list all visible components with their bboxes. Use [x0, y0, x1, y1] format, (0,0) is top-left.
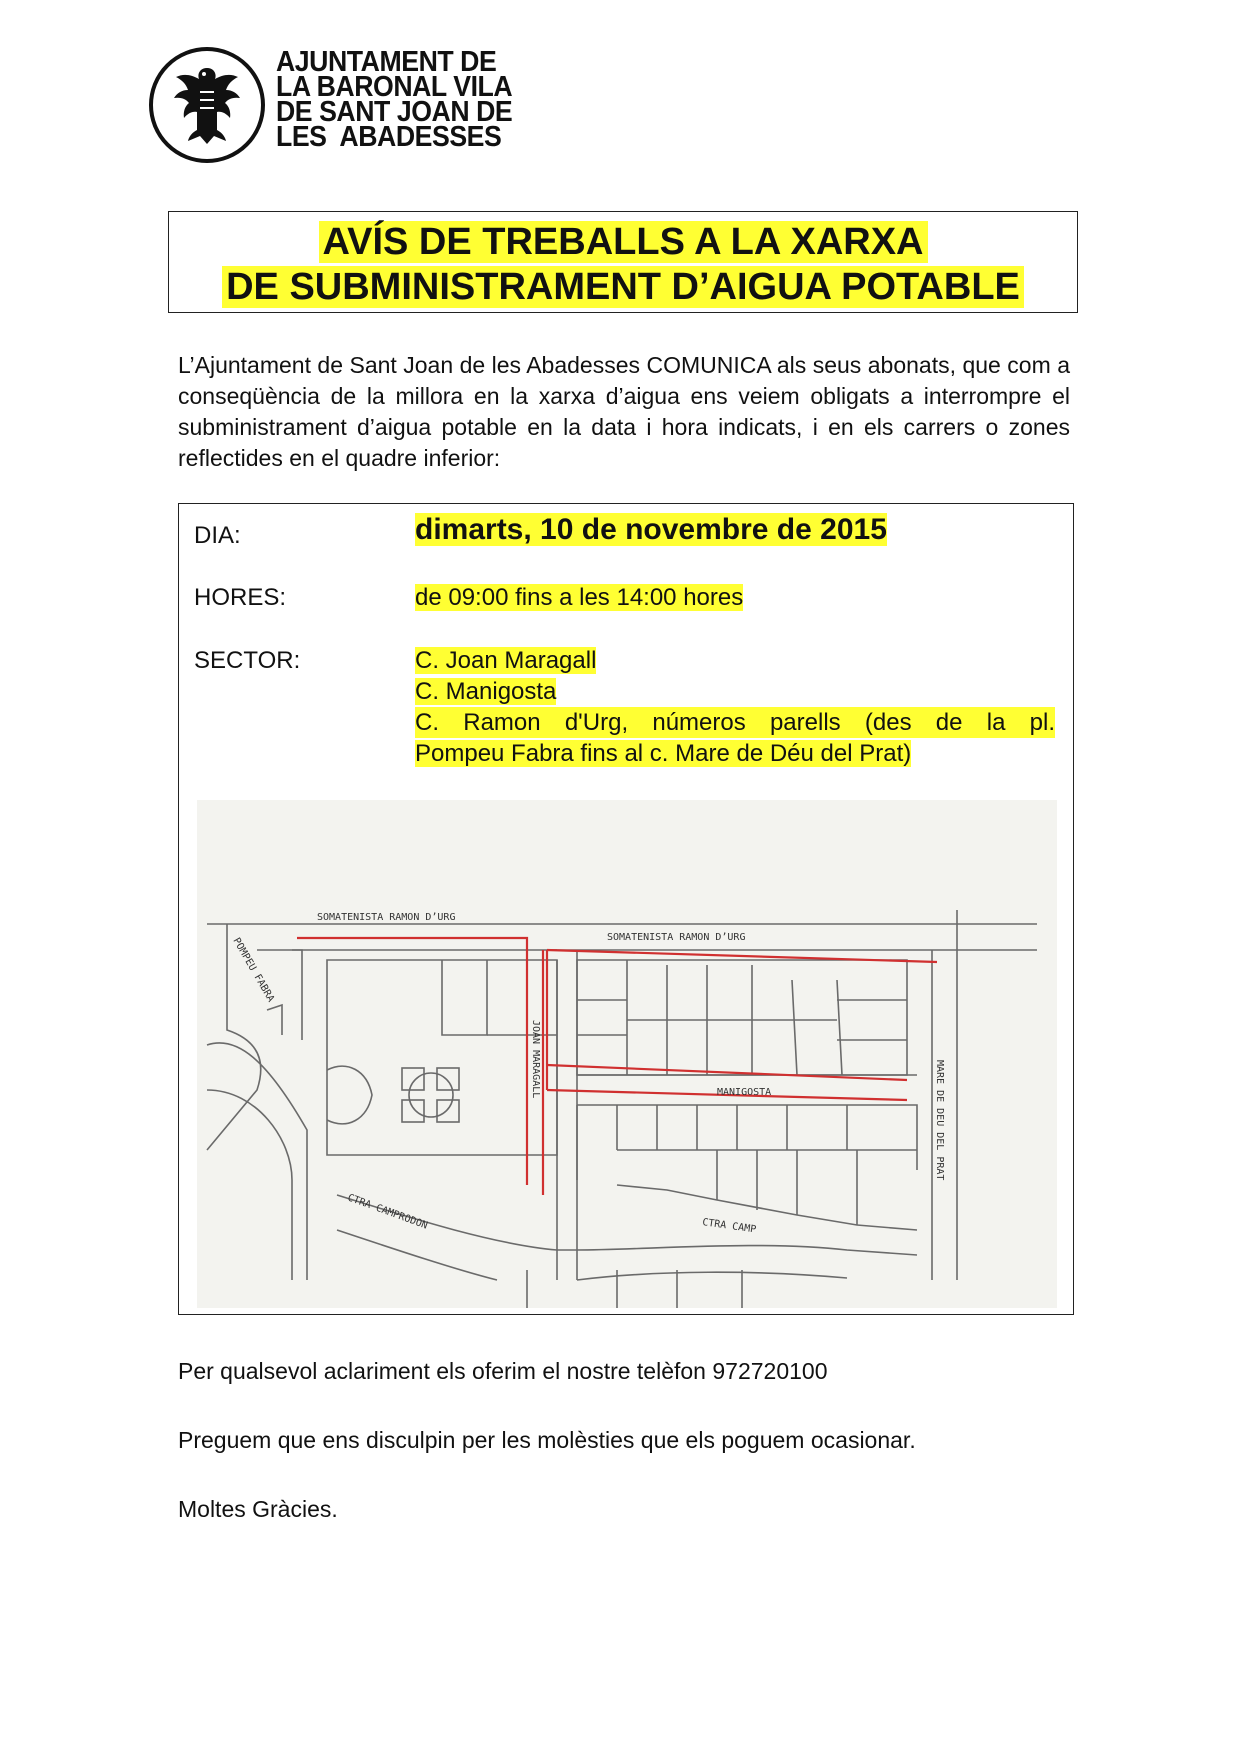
street-map — [197, 800, 1057, 1308]
title-line-2: DE SUBMINISTRAMENT D’AIGUA POTABLE — [222, 266, 1024, 308]
sector-list — [415, 645, 1055, 769]
map-label-joan-maragall: JOAN MARAGALL — [530, 1020, 541, 1099]
details-box — [178, 503, 1074, 1315]
hours-label: HORES: — [194, 584, 287, 611]
hours-value: de 09:00 fins a les 14:00 hores — [415, 584, 744, 611]
map-label-ctra-left: CTRA CAMPRODON — [345, 1192, 429, 1232]
footer — [178, 1358, 916, 1565]
org-name-line: LA BARONAL VILA — [276, 71, 513, 103]
intro-paragraph: L’Ajuntament de Sant Joan de les Abadesses COMUNICA als seus abonats, que com a conseqüència de la millora en la xarxa d’aigua ens veiem obligats a interrompre el subministrament d’aigua potable en la data i hora indicats, i en els carrers o zones reflectides en el quadre inferior: — [178, 352, 1070, 471]
sector-label: SECTOR: — [194, 647, 301, 674]
day-label: DIA: — [194, 522, 241, 549]
map-label-mare-deu: MARE DE DEU DEL PRAT — [934, 1060, 945, 1181]
sector-line: C. Manigosta — [415, 678, 557, 705]
sector-line: C. Ramon d'Urg, números parells (des de la pl. — [415, 709, 1055, 736]
map-label-ctra-right: CTRA CAMP — [701, 1217, 757, 1236]
sector-line: Pompeu Fabra fins al c. Mare de Déu del Prat) — [415, 740, 912, 767]
apology-line: Preguem que ens disculpin per les molèsties que els poguem ocasionar. — [178, 1427, 916, 1453]
map-label-pompeu-fabra: POMPEU FABRA — [230, 936, 277, 1005]
map-label-manigosta: MANIGOSTA — [717, 1087, 772, 1098]
map-label-ramon-urg-right: SOMATENISTA RAMON D’URG — [607, 932, 746, 943]
title-line-1: AVÍS DE TREBALLS A LA XARXA — [319, 221, 928, 263]
org-name-line: AJUNTAMENT DE — [276, 46, 497, 78]
map-label-ramon-urg-left: SOMATENISTA RAMON D’URG — [317, 912, 456, 923]
phone-line: Per qualsevol aclariment els oferim el nostre telèfon 972720100 — [178, 1358, 828, 1384]
notice-title-box — [168, 211, 1078, 313]
day-value: dimarts, 10 de novembre de 2015 — [415, 513, 887, 546]
org-name-line: DE SANT JOAN DE — [276, 96, 513, 128]
organization-name — [276, 46, 513, 153]
org-name-line: LES ABADESSES — [276, 121, 502, 153]
header-logo-block — [148, 46, 548, 176]
crest-logo-icon — [148, 46, 266, 164]
sector-line: C. Joan Maragall — [415, 647, 597, 674]
thanks-line: Moltes Gràcies. — [178, 1496, 338, 1522]
